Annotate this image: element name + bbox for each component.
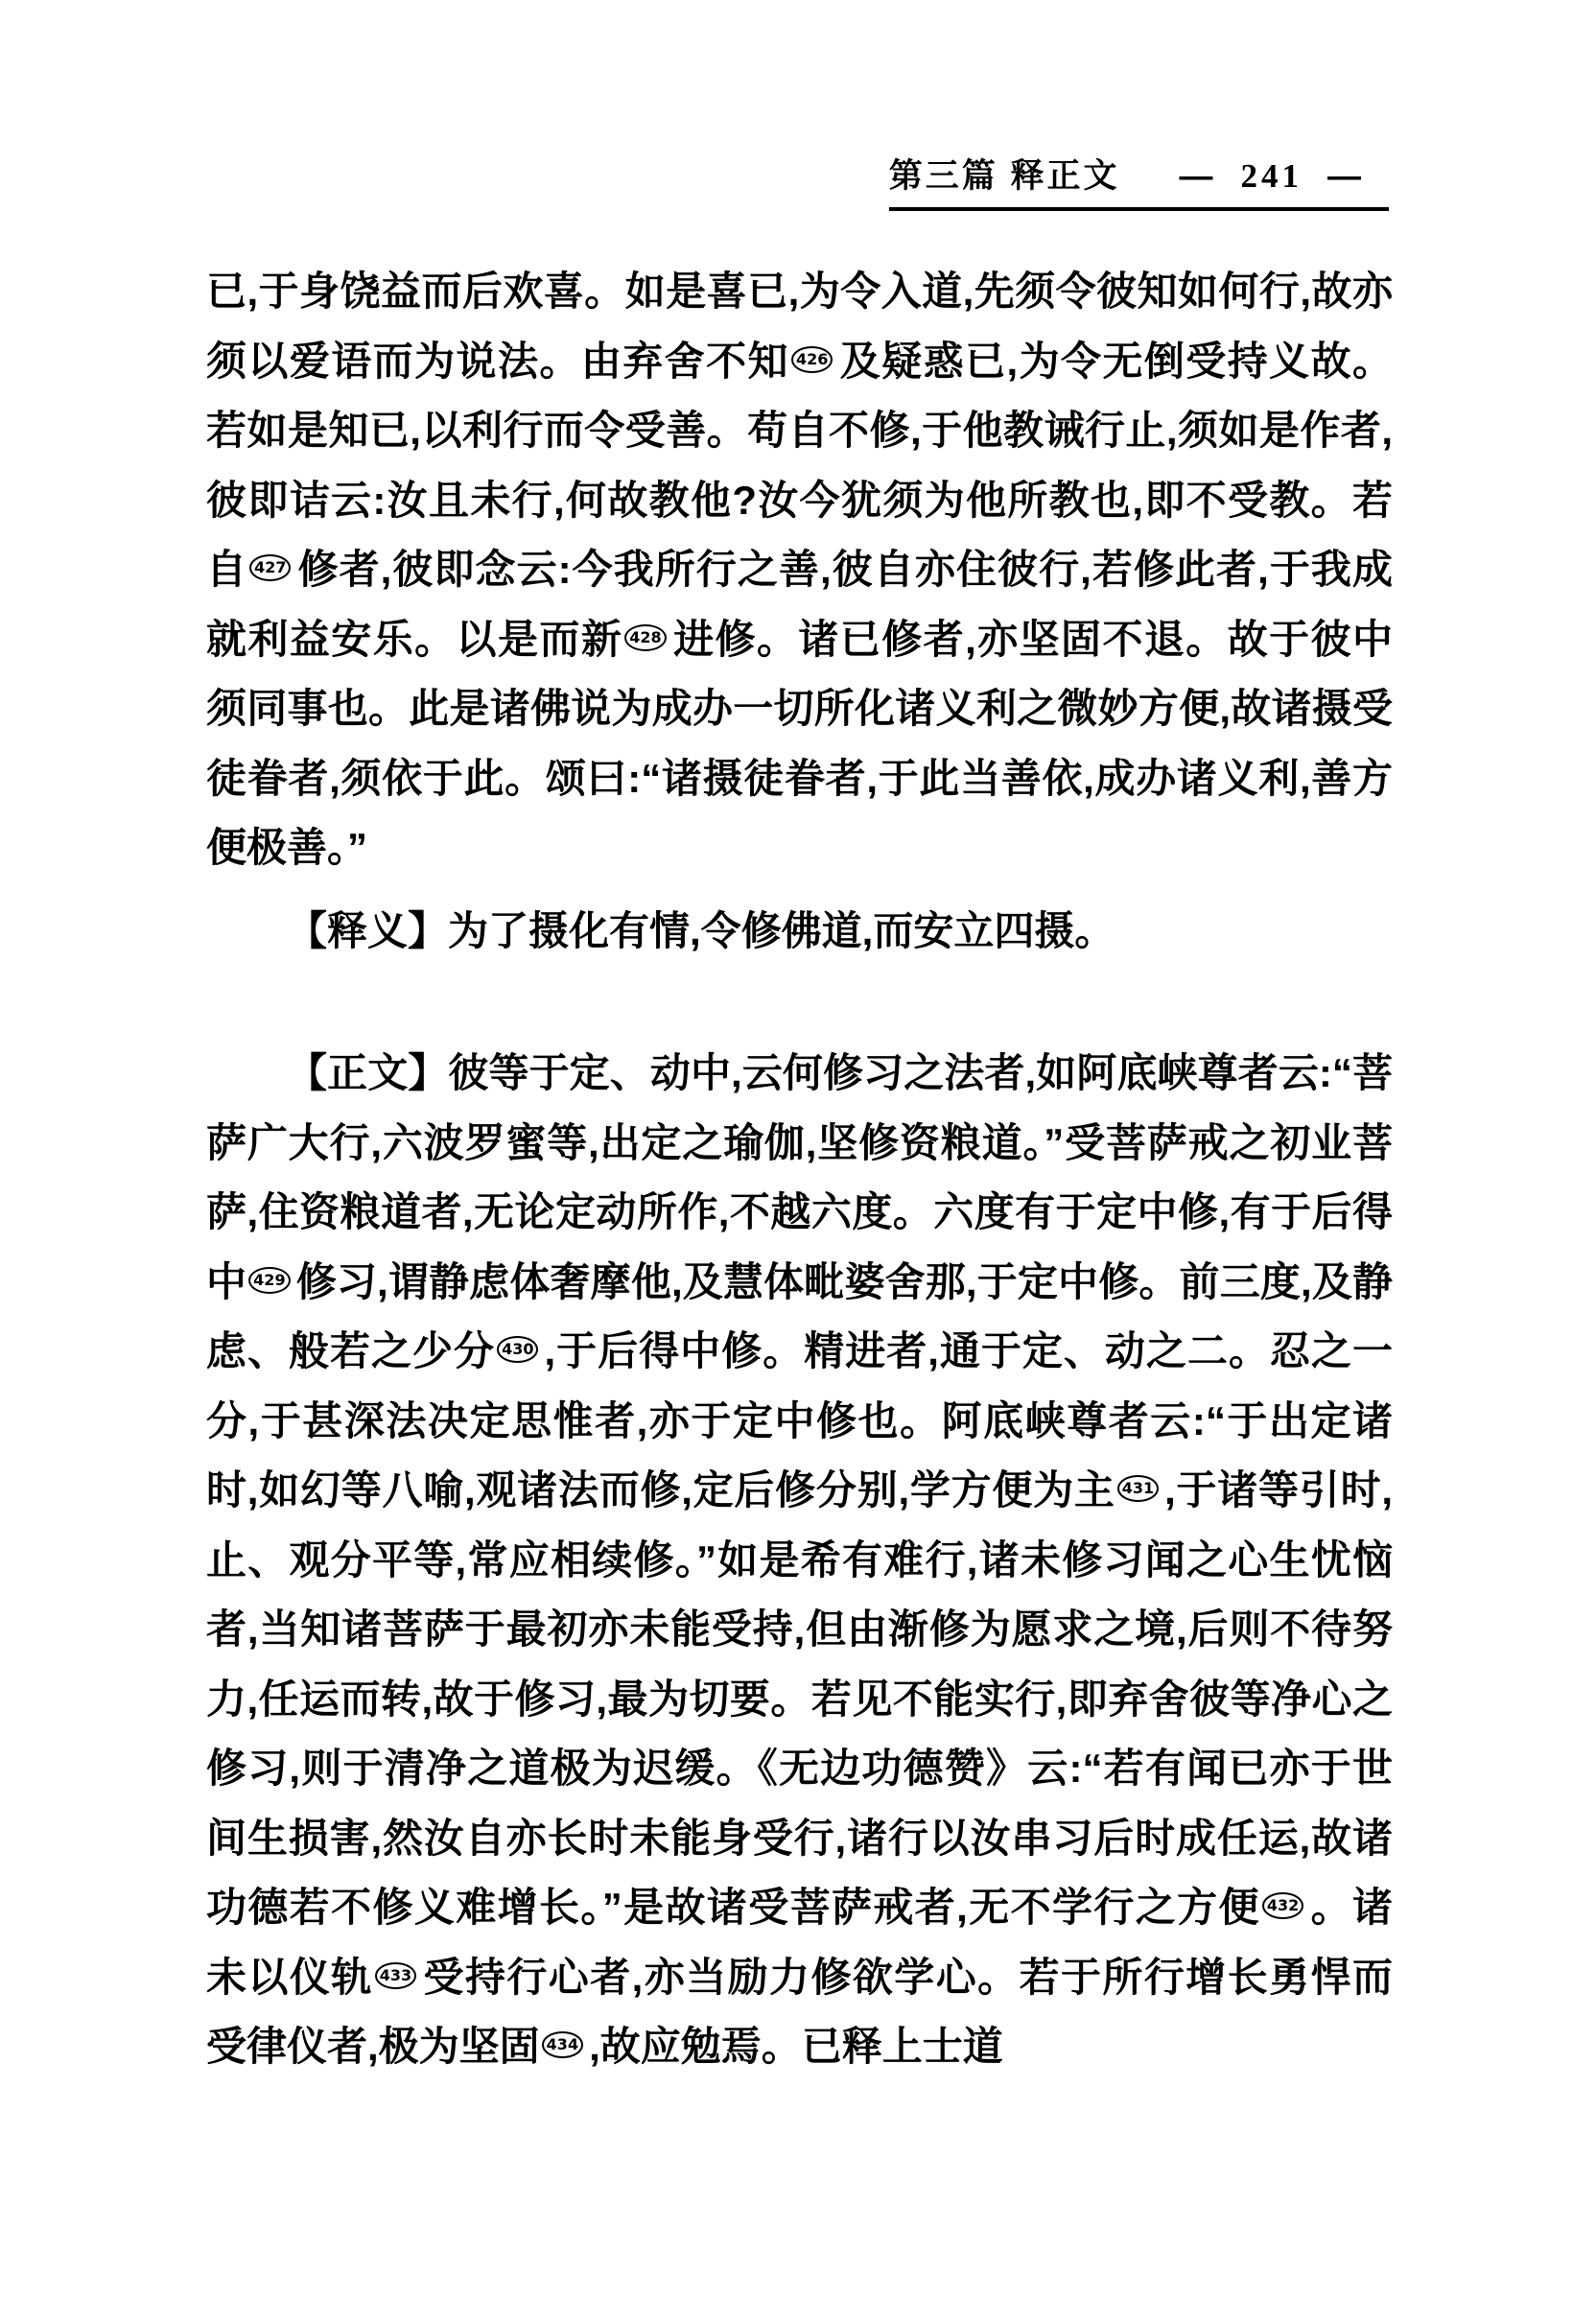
page-header [889, 150, 1389, 211]
text-run: 已,于身饶益而后欢喜。如是喜已,为令入道,先须令彼知如何行,故亦须以爱语而为说法。由弃舍不知 [206, 269, 1393, 384]
footnote-marker-429: 429 [248, 1267, 290, 1294]
text-run: 【正文】彼等于定、动中,云何修习之法者,如阿底峡尊者云:“菩萨广大行,六波罗蜜等,出定之瑜伽,坚修资粮道。”受菩萨戒之初业菩萨,住资粮道者,无论定动所作,不越六度。六度有于定中修,有于后得中 [206, 1050, 1393, 1304]
footnote-marker-427: 427 [249, 554, 291, 581]
footnote-marker-430: 430 [497, 1336, 538, 1363]
footnote-marker-434: 434 [542, 2031, 583, 2058]
text-run: 修者,彼即念云:今我所行之善,彼自亦住彼行,若修此者,于我成就利益安乐。以是而新 [206, 547, 1393, 662]
footnote-marker-431: 431 [1117, 1475, 1159, 1502]
page-number-dash-left: — [1179, 157, 1216, 195]
text-run: ,于后得中修。精进者,通于定、动之二。忍之一分,于甚深法决定思惟者,亦于定中修也。阿底峡尊者云:“于出定诸时,如幻等八喻,观诸法而修,定后修分别,学方便为主 [206, 1328, 1393, 1512]
page-number: 241 [1240, 157, 1303, 195]
footnote-marker-432: 432 [1262, 1892, 1303, 1919]
paragraph-shiyi [206, 897, 1393, 967]
text-run: ,于诸等引时,止、观分平等,常应相续修。”如是希有难行,诸未修习闻之心生忧恼者,当知诸菩萨于最初亦未能受持,但由渐修为愿求之境,后则不待努力,任运而转,故于修习,最为切要。若见不能实行,即弃舍彼等净心之修习,则于清净之道极为迟缓。《无边功德赞》云:“若有闻已亦于世间生损害,然汝自亦长时未能身受行,诸行以汝串习后时成任运,故诸功德若不修义难增长。”是故诸受菩萨戒者,无不学行之方便 [206, 1467, 1393, 1930]
paragraph-zhengwen [206, 1039, 1393, 2082]
footnote-marker-428: 428 [624, 624, 666, 651]
running-head [889, 150, 1389, 211]
text-run: 进修。诸已修者,亦坚固不退。故于彼中须同事也。此是诸佛说为成办一切所化诸义利之微妙方便,故诸摄受徒眷者,须依于此。颂曰:“诸摄徒眷者,于此当善依,成办诸义利,善方便极善。” [206, 616, 1393, 870]
section-title: 第三篇 释正文 [888, 157, 1120, 195]
text-run: 修习,谓静虑体奢摩他,及慧体毗婆舍那,于定中修。前三度,及静虑、般若之少分 [206, 1258, 1393, 1373]
text-run: 受持行心者,亦当励力修欲学心。若于所行增长勇悍而受律仪者,极为坚固 [206, 1954, 1393, 2069]
paragraph-continuation [206, 257, 1393, 883]
page-body [206, 257, 1393, 2082]
page-number-dash-right: — [1327, 157, 1364, 195]
text-run: ,故应勉焉。已释上士道 [589, 2024, 1003, 2069]
footnote-marker-433: 433 [375, 1962, 416, 1989]
text-run: 【释义】为了摄化有情,令修佛道,而安立四摄。 [287, 907, 1115, 953]
footnote-marker-426: 426 [791, 346, 833, 373]
text-run: 及疑惑已,为令无倒受持义故。若如是知已,以利行而令受善。苟自不修,于他教诫行止,须如是作者,彼即诘云:汝且未行,何故教他?汝今犹须为他所教也,即不受教。若自 [206, 338, 1393, 592]
text-run: 。诸未以仪轨 [206, 1885, 1393, 2000]
